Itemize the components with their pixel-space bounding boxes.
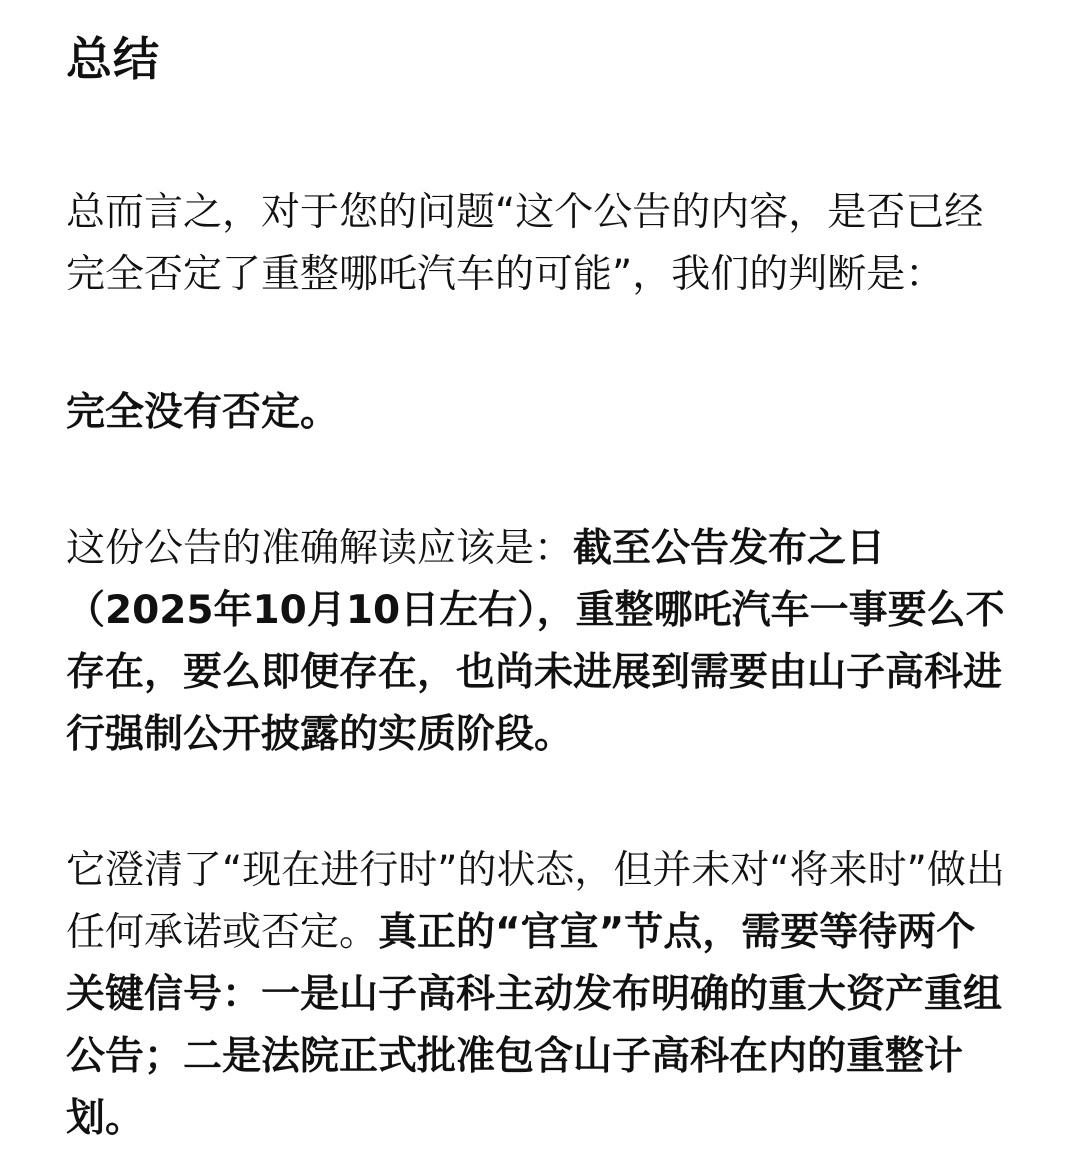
interpretation-lead: 这份公告的准确解读应该是： xyxy=(66,526,574,571)
clarification-lead: 它澄清了“现在进行时”的状态，但并未对“将来时”做出任何承诺或否定。 xyxy=(66,848,1005,955)
clarification-emphasis: 真正的“官宣”节点，需要等待两个关键信号：一是山子高科主动发布明确的重大资产重组公告；二是法院正式批准包含山子高科在内的重整计划。 xyxy=(66,910,1003,1141)
section-heading: 总结 xyxy=(66,32,160,86)
verdict-statement: 完全没有否定。 xyxy=(66,390,340,435)
summary-paragraph: 总而言之，对于您的问题“这个公告的内容，是否已经完全否定了重整哪吒汽车的可能”，我们的判断是： xyxy=(66,190,984,297)
interpretation-emphasis: 截至公告发布之日（2025年10月10日左右），重整哪吒汽车一事要么不存在，要么即便存在，也尚未进展到需要由山子高科进行强制公开披露的实质阶段。 xyxy=(66,526,1005,757)
interpretation-paragraph xyxy=(66,518,1014,766)
clarification-paragraph xyxy=(66,840,1014,1150)
